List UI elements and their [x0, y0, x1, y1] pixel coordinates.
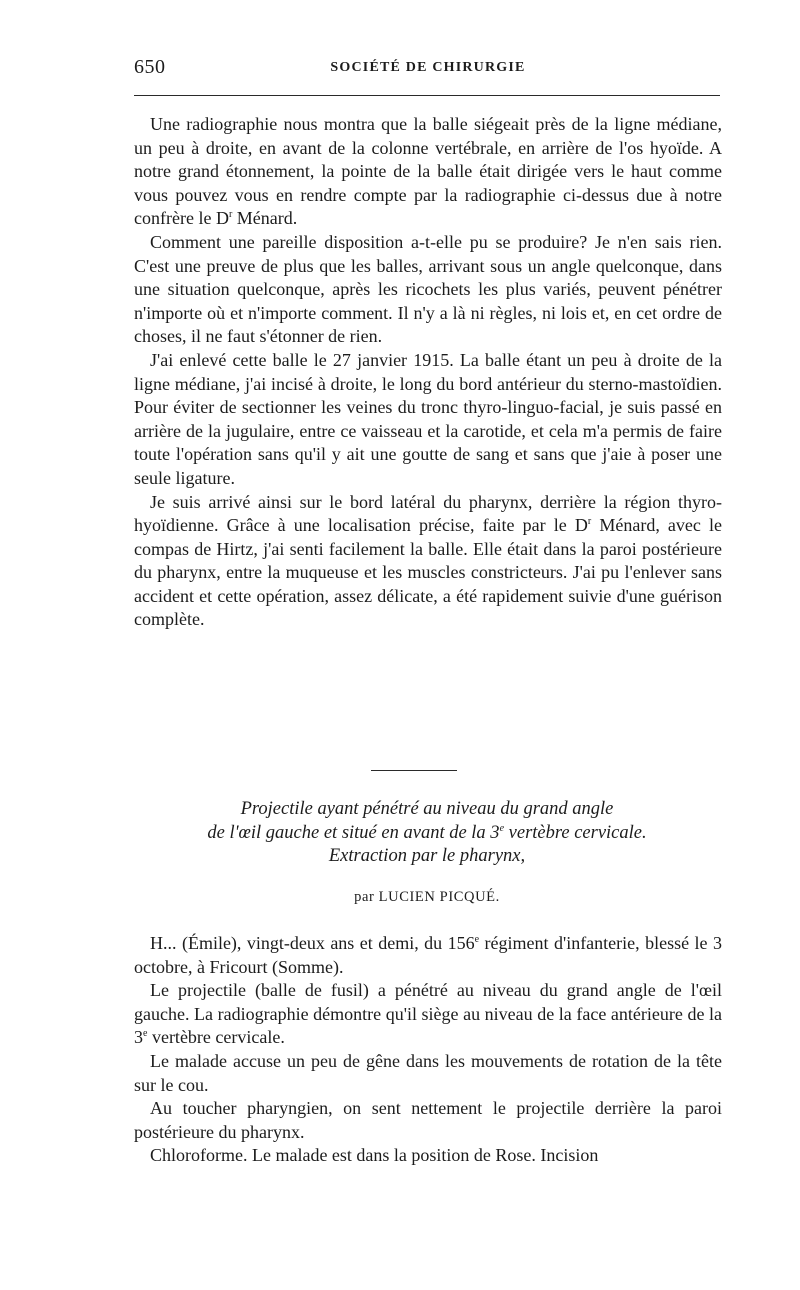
- paragraph: Le malade accuse un peu de gêne dans les mouvements de rotation de la tête sur le cou.: [134, 1050, 722, 1095]
- paragraph: Une radiographie nous montra que la balle siégeait près de la ligne médiane, un peu à droite, en avant de la colonne vertébrale, en arrière de l'os hyoïde. A notre grand étonnement, la pointe de la balle était dirigée vers le haut comme vous pouvez vous en rendre compte par la radiographie ci-dessus due à notre confrère le $D^r$ Ménard.: [134, 114, 722, 229]
- article-title-line-1: Projectile ayant pénétré au niveau du grand angle: [240, 799, 614, 819]
- page-number: 650: [134, 56, 166, 78]
- author-byline: par LUCIEN PICQUÉ.: [354, 889, 500, 905]
- paragraph: Au toucher pharyngien, on sent nettement le projectile derrière la paroi postérieure du pharynx.: [134, 1098, 722, 1142]
- paragraph: Comment une pareille disposition a-t-elle pu se produire? Je n'en sais rien. C'est une preuve de plus que les balles, arrivant sous un angle quelconque, dans une situation quelconque, après les ricochets les plus variés, peuvent pénétrer n'importe où et n'importe comment. Il n'y a là ni règles, ni lois et, en cet ordre de choses, il ne faut s'étonner de rien.: [134, 231, 722, 347]
- paragraph: Je suis arrivé ainsi sur le bord latéral du pharynx, derrière la région thyro-hyoïdienne. Grâce à une localisation précise, faite par le $D^r$ Ménard, avec le compas de Hirtz, j'ai senti facilement la balle. Elle était dans la paroi postérieure du pharynx, entre la muqueuse et les muscles constricteurs. J'ai pu l'enlever sans accident et cette opération, assez délicate, a été rapidement suivie d'une guérison complète.: [134, 491, 723, 630]
- body-text-section-2: [134, 932, 722, 1168]
- article-title-line-3: Extraction par le pharynx,: [328, 846, 526, 866]
- body-text-section-1: [134, 113, 722, 632]
- paragraph: Chloroforme. Le malade est dans la position de Rose. Incision: [150, 1145, 599, 1166]
- paragraph: H... (Émile), vingt-deux ans et demi, du 156e régiment d'infanterie, blessé le 3 octobre, à Fricourt (Somme).: [134, 933, 722, 977]
- section-divider: [371, 770, 457, 771]
- header-rule: [134, 95, 720, 96]
- running-title: SOCIÉTÉ DE CHIRURGIE: [330, 60, 526, 75]
- article-title: [134, 798, 720, 869]
- paragraph: Le projectile (balle de fusil) a pénétré au niveau du grand angle de l'œil gauche. La radiographie démontre qu'il siège au niveau de la face antérieure de la 3e vertèbre cervicale.: [134, 980, 722, 1048]
- page-header: [134, 56, 722, 84]
- paragraph: J'ai enlevé cette balle le 27 janvier 1915. La balle étant un peu à droite de la ligne médiane, j'ai incisé à droite, le long du bord antérieur du sterno-mastoïdien. Pour éviter de sectionner les veines du tronc thyro-linguo-facial, je suis passé en arrière de la jugulaire, entre ce vaisseau et la carotide, et cela m'a permis de faire toute l'opération sans qu'il y ait une goutte de sang et sans que j'aie à poser une seule ligature.: [134, 349, 722, 488]
- article-title-line-2: de l'œil gauche et situé en avant de la 3e vertèbre cervicale.: [207, 822, 647, 843]
